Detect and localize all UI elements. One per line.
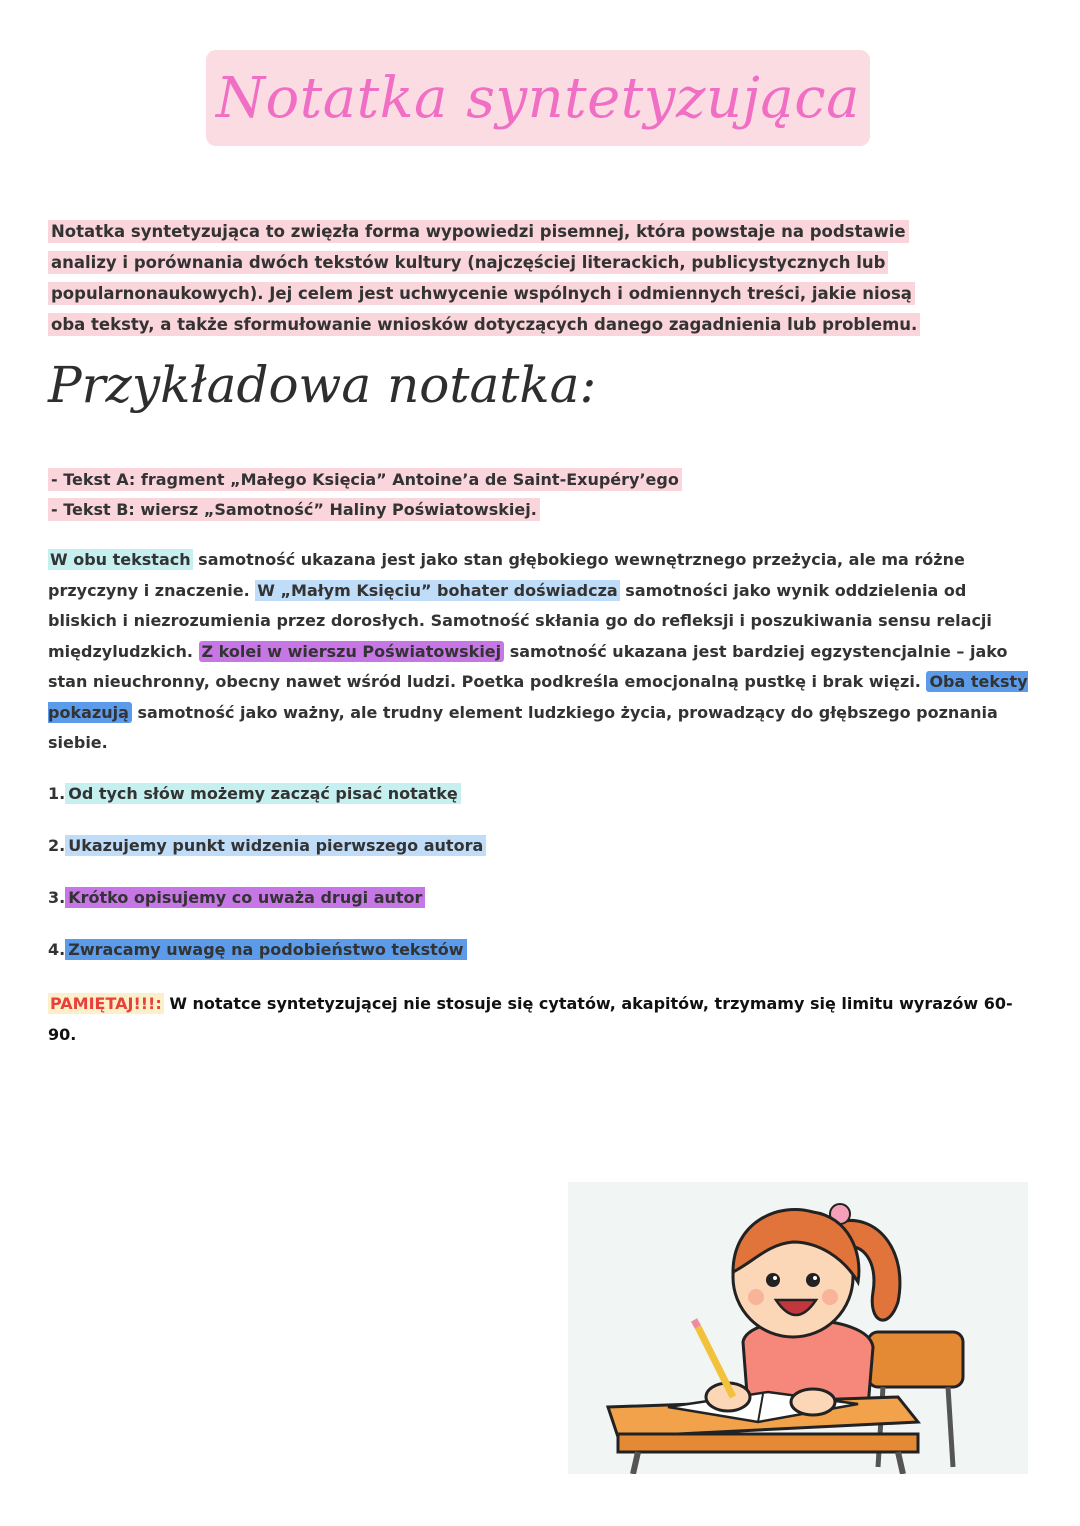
intro-line: oba teksty, a także sformułowanie wniosków dotyczących danego zagadnienia lub problemu. [48,313,920,336]
paragraph-text: samotność ukazana jest bardziej egzystencjalnie – jako stan nieuchronny, obecny nawet wśród ludzi. Poetka podkreśla emocjonalną pustkę i brak więzi. [48,641,1008,691]
section-heading: Przykładowa notatka: [48,356,597,414]
step-number: 4. [48,940,66,959]
remember-label: PAMIĘTAJ!!!: [50,994,162,1013]
remember-note [48,988,1038,1050]
paragraph-text: samotności jako wynik oddzielenia od bliskich i niezrozumienia przez dorosłych. Samotność skłania go do refleksji i poszukiwania sensu relacji międzyludzkich. [48,580,992,661]
step-item [48,784,461,803]
highlight-start-phrase: W obu tekstach [50,550,191,569]
highlight-similarity: Oba teksty pokazują [48,672,1028,722]
example-note-paragraph [48,545,1038,759]
step-text: Krótko opisujemy co uważa drugi autor [65,887,425,908]
step-item [48,940,467,959]
title-banner [206,50,870,146]
girl-writing-illustration [568,1182,1028,1474]
step-number: 1. [48,784,66,803]
page-title: Notatka syntetyzująca [215,65,861,131]
girl-writing-icon [568,1182,1028,1474]
step-number: 2. [48,836,66,855]
step-number: 3. [48,888,66,907]
paragraph-text: samotność ukazana jest jako stan głębokiego wewnętrznego przeżycia, ale ma różne przyczyny i znaczenie. [48,550,965,600]
step-text: Zwracamy uwagę na podobieństwo tekstów [65,939,466,960]
intro-paragraph [48,216,1038,340]
highlight-first-author: W „Małym Księciu” bohater doświadcza [257,580,618,600]
step-text: Od tych słów możemy zacząć pisać notatkę [65,783,461,804]
step-item [48,836,486,855]
highlight-second-author: Z kolei w wierszu Poświatowskiej [199,641,505,662]
paragraph-text: samotność jako ważny, ale trudny element ludzkiego życia, prowadzący do głębszego poznania siebie. [48,702,998,752]
remember-text: W notatce syntetyzującej nie stosuje się cytatów, akapitów, trzymamy się limitu wyrazów 60-90. [48,994,1013,1044]
text-b-line: - Tekst B: wiersz „Samotność” Haliny Poświatowskiej. [48,498,540,521]
intro-line: analizy i porównania dwóch tekstów kultury (najczęściej literackich, publicystycznych lub [48,251,888,274]
text-sources [48,465,948,525]
step-item [48,888,425,907]
intro-line: Notatka syntetyzująca to zwięzła forma wypowiedzi pisemnej, która powstaje na podstawie [48,220,909,243]
step-text: Ukazujemy punkt widzenia pierwszego autora [65,835,486,856]
text-a-line: - Tekst A: fragment „Małego Księcia” Antoine’a de Saint-Exupéry’ego [48,468,682,491]
intro-line: popularnonaukowych). Jej celem jest uchwycenie wspólnych i odmiennych treści, jakie niosą [48,282,915,305]
